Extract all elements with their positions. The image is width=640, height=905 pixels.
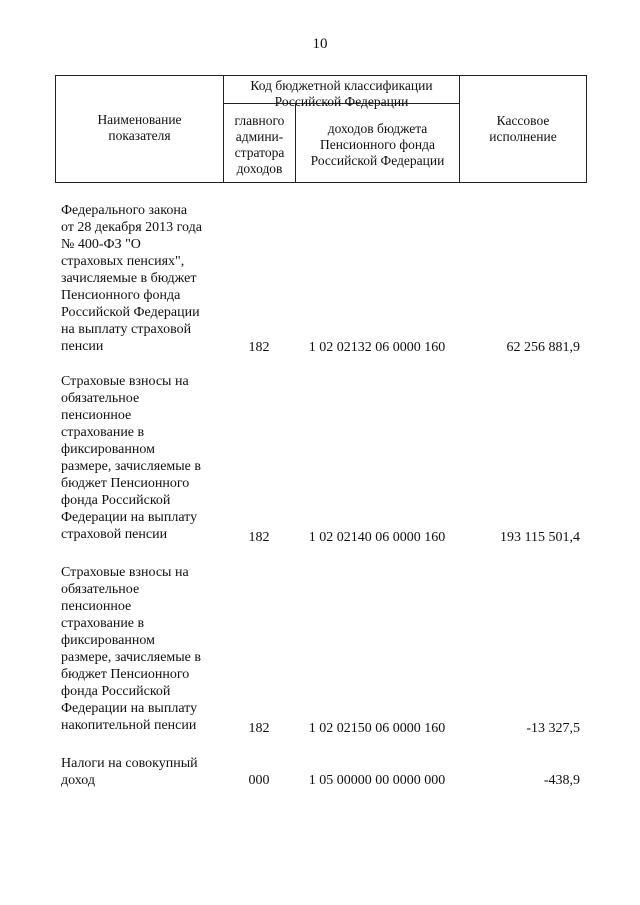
- column-header-income: доходов бюджета Пенсионного фонда Российской Федерации: [310, 121, 445, 168]
- row-admin-code: 182: [248, 340, 270, 355]
- row-income-code: 1 05 00000 00 0000 000: [308, 773, 446, 788]
- row-amount: -13 327,5: [526, 721, 580, 736]
- row-income-code: 1 02 02150 06 0000 160: [308, 721, 446, 736]
- row-amount: 193 115 501,4: [500, 530, 580, 545]
- column-header-code-group: Код бюджетной классификации Российской Федерации: [250, 78, 433, 109]
- column-header-name: Наименование показателя: [97, 112, 182, 143]
- row-name: Страховые взносы на обязательное пенсионное страхование в фиксированном размере, зачисляемые в бюджет Пенсионного фонда Российской Федерации на выплату накопительной пенсии: [61, 565, 201, 733]
- column-header-admin: главного админи- стратора доходов: [234, 113, 285, 176]
- row-income-code: 1 02 02132 06 0000 160: [308, 340, 446, 355]
- row-name: Федерального закона от 28 декабря 2013 года № 400-ФЗ "О страховых пенсиях", зачисляемые в бюджет Пенсионного фонда Российской Федерации на выплату страховой пенсии: [61, 203, 202, 354]
- page-number: 10: [312, 36, 328, 52]
- row-amount: 62 256 881,9: [506, 340, 580, 355]
- table-header: [55, 75, 587, 183]
- row-amount: -438,9: [543, 773, 580, 788]
- row-admin-code: 182: [248, 530, 270, 545]
- row-admin-code: 000: [248, 773, 270, 788]
- row-name: Страховые взносы на обязательное пенсионное страхование в фиксированном размере, зачисляемые в бюджет Пенсионного фонда Российской Федерации на выплату страховой пенсии: [61, 374, 201, 542]
- column-header-amount: Кассовое исполнение: [489, 113, 557, 144]
- row-name: Налоги на совокупный доход: [61, 756, 198, 788]
- row-admin-code: 182: [248, 721, 270, 736]
- row-income-code: 1 02 02140 06 0000 160: [308, 530, 446, 545]
